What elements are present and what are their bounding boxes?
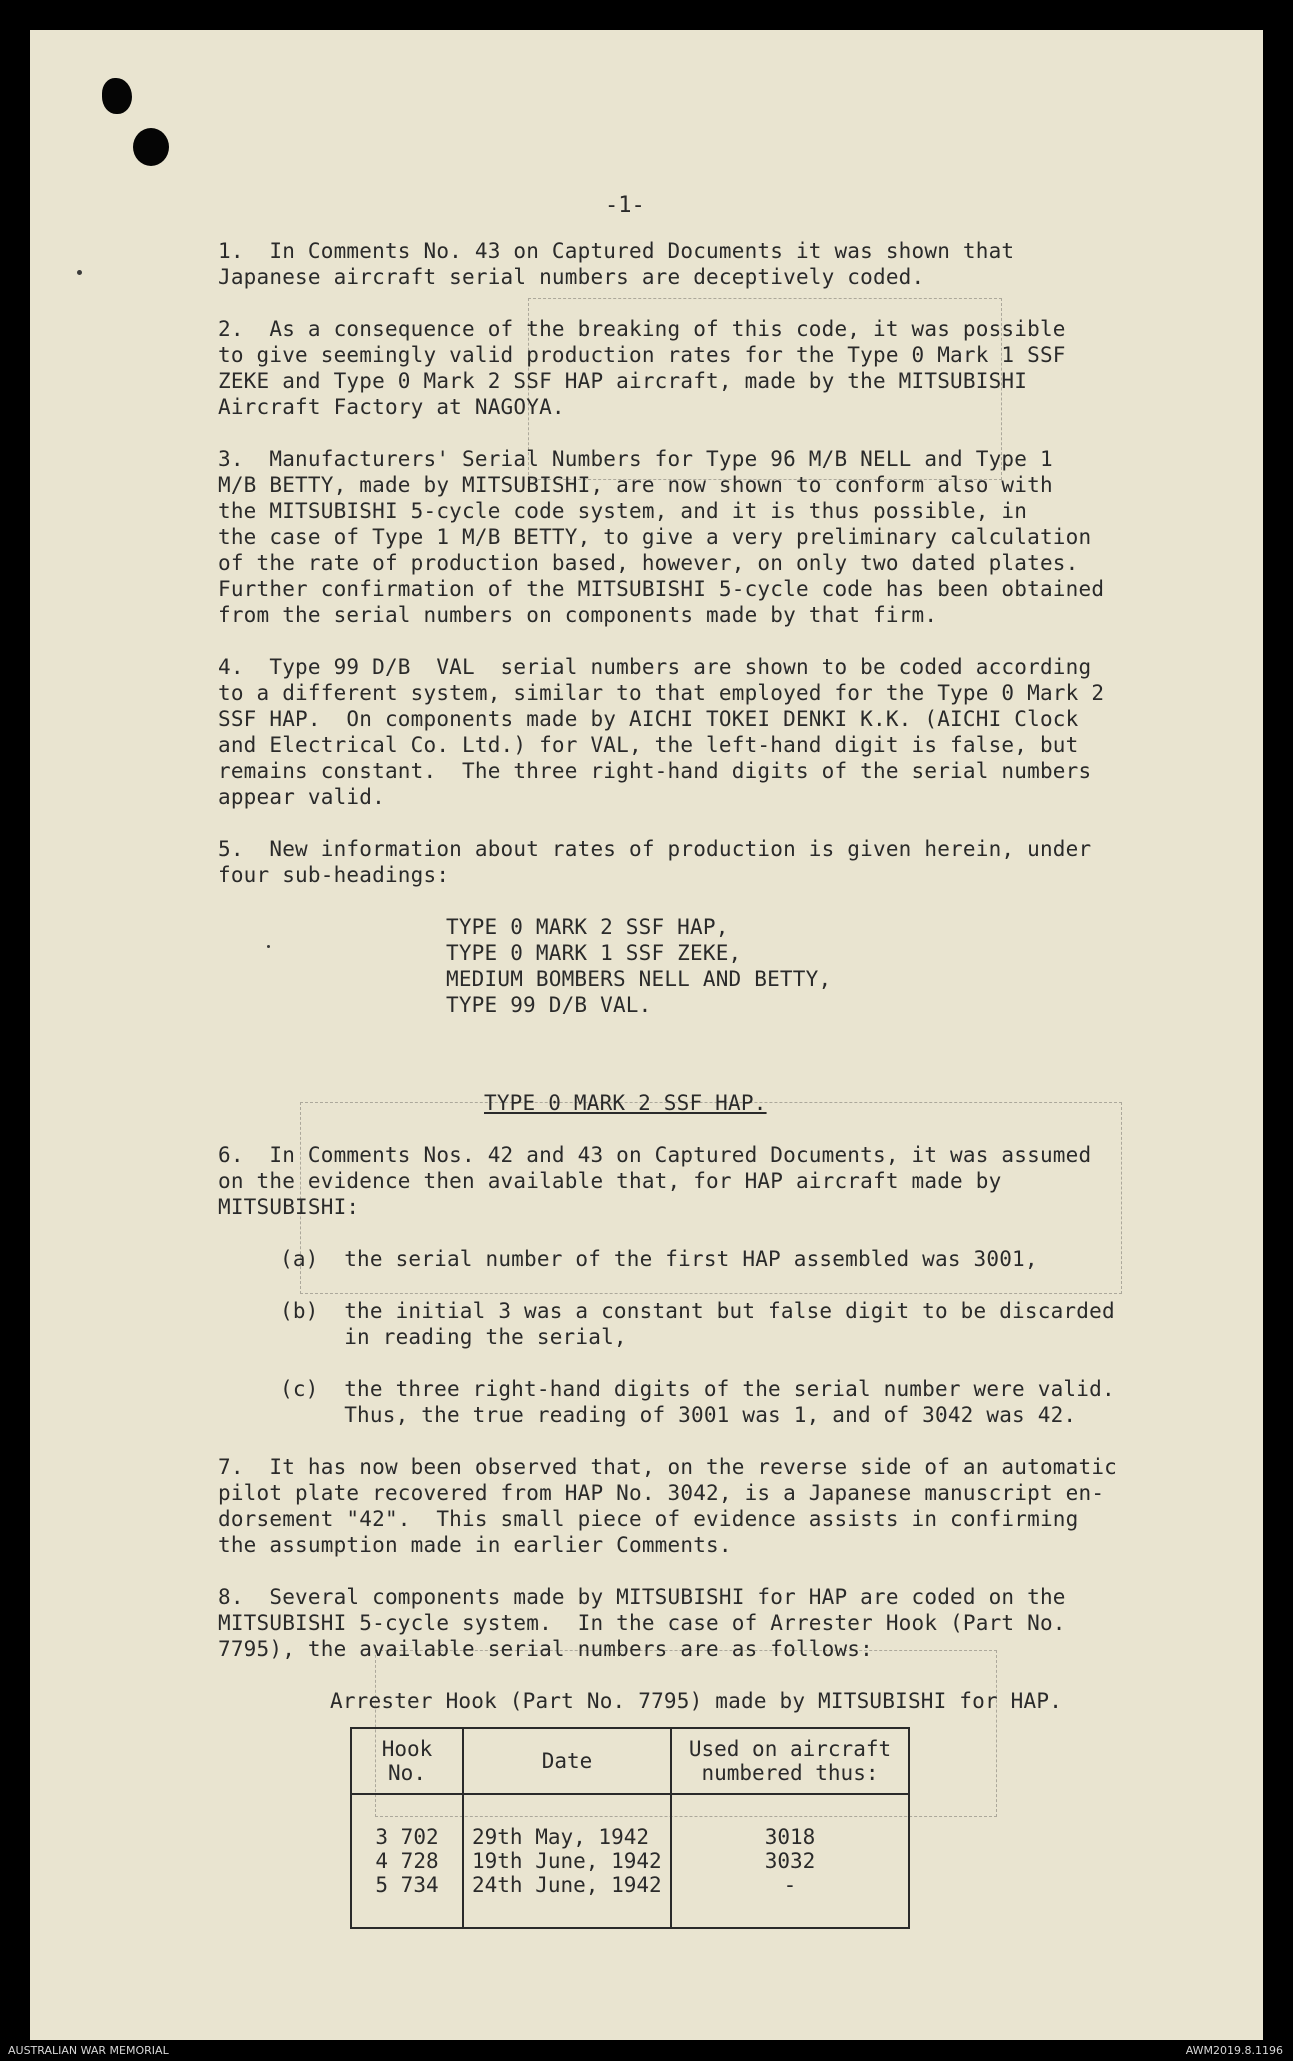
table-row [351, 1849, 909, 1873]
date-cell: 19th June, 1942 [463, 1849, 671, 1873]
table-header-row [351, 1728, 909, 1794]
ink-speck [267, 945, 270, 948]
column-header-hook-no: Hook No. [351, 1728, 463, 1794]
paragraph-3: 3. Manufacturers' Serial Numbers for Type 96 M/B NELL and Type 1 M/B BETTY, made by MITSUBISHI, are now shown to conform also with the MITSUBISHI 5-cycle code system, and it is thus possible, in the case of Type 1 M/B BETTY, to give a very preliminary calculation of the rate of production based, however, on only two dated plates. Further confirmation of the MITSUBISHI 5-cycle code has been obtained from the serial numbers on components made by that firm. [218, 447, 1105, 627]
hook-number-cell: 3 702 [351, 1794, 463, 1849]
table-caption: Arrester Hook (Part No. 7795) made by MITSUBISHI for HAP. [330, 1689, 1063, 1713]
punch-hole [133, 128, 169, 166]
paragraph-4: 4. Type 99 D/B VAL serial numbers are shown to be coded according to a different system, similar to that employed for the Type 0 Mark 2 SSF HAP. On components made by AICHI TOKEI DENKI K.K. (AICHI Clock and Electrical Co. Ltd.) for VAL, the left-hand digit is false, but remains constant. The three right-hand digits of the serial numbers appear valid. [218, 655, 1105, 809]
page-number: -1- [605, 193, 645, 218]
paragraph-6a: (a) the serial number of the first HAP assembled was 3001, [280, 1247, 1038, 1271]
footer-institution: AUSTRALIAN WAR MEMORIAL [8, 2044, 169, 2057]
table-row [351, 1794, 909, 1849]
date-cell: 24th June, 1942 [463, 1873, 671, 1928]
column-header-date: Date [463, 1728, 671, 1794]
hook-number-cell: 5 734 [351, 1873, 463, 1928]
paragraph-6b: (b) the initial 3 was a constant but false digit to be discarded in reading the serial, [280, 1299, 1115, 1349]
table-row [351, 1873, 909, 1928]
ink-speck [77, 270, 82, 275]
section-heading: TYPE 0 MARK 2 SSF HAP. [484, 1091, 767, 1115]
paragraph-8: 8. Several components made by MITSUBISHI for HAP are coded on the MITSUBISHI 5-cycle system. In the case of Arrester Hook (Part No. 7795), the available serial numbers are as follows: [218, 1585, 1066, 1661]
paragraph-6c: (c) the three right-hand digits of the serial number were valid. Thus, the true reading of 3001 was 1, and of 3042 was 42. [280, 1377, 1115, 1427]
column-header-used-on-aircraft: Used on aircraft numbered thus: [671, 1728, 909, 1794]
date-cell: 29th May, 1942 [463, 1794, 671, 1849]
subheading-list: TYPE 0 MARK 2 SSF HAP, TYPE 0 MARK 1 SSF ZEKE, MEDIUM BOMBERS NELL AND BETTY, TYPE 99 D/B VAL. [446, 915, 832, 1017]
hook-number-cell: 4 728 [351, 1849, 463, 1873]
aircraft-number-cell: 3018 [671, 1794, 909, 1849]
paragraph-7: 7. It has now been observed that, on the reverse side of an automatic pilot plate recovered from HAP No. 3042, is a Japanese manuscript en- dorsement "42". This small piece of evidence assists in confirming the assumption made in earlier Comments. [218, 1455, 1118, 1557]
punch-hole [102, 78, 132, 114]
paragraph-2: 2. As a consequence of the breaking of this code, it was possible to give seemingly valid production rates for the Type 0 Mark 1 SSF ZEKE and Type 0 Mark 2 SSF HAP aircraft, made by the MITSUBISHI Aircraft Factory at NAGOYA. [218, 317, 1066, 419]
footer-catalogue-number: AWM2019.8.1196 [1185, 2044, 1283, 2057]
paragraph-5: 5. New information about rates of production is given herein, under four sub-headings: [218, 837, 1092, 887]
arrester-hook-table [350, 1727, 910, 1929]
paragraph-1: 1. In Comments No. 43 on Captured Documents it was shown that Japanese aircraft serial numbers are deceptively coded. [218, 239, 1015, 289]
aircraft-number-cell: - [671, 1873, 909, 1928]
paragraph-6: 6. In Comments Nos. 42 and 43 on Captured Documents, it was assumed on the evidence then available that, for HAP aircraft made by MITSUBISHI: [218, 1143, 1092, 1219]
aircraft-number-cell: 3032 [671, 1849, 909, 1873]
